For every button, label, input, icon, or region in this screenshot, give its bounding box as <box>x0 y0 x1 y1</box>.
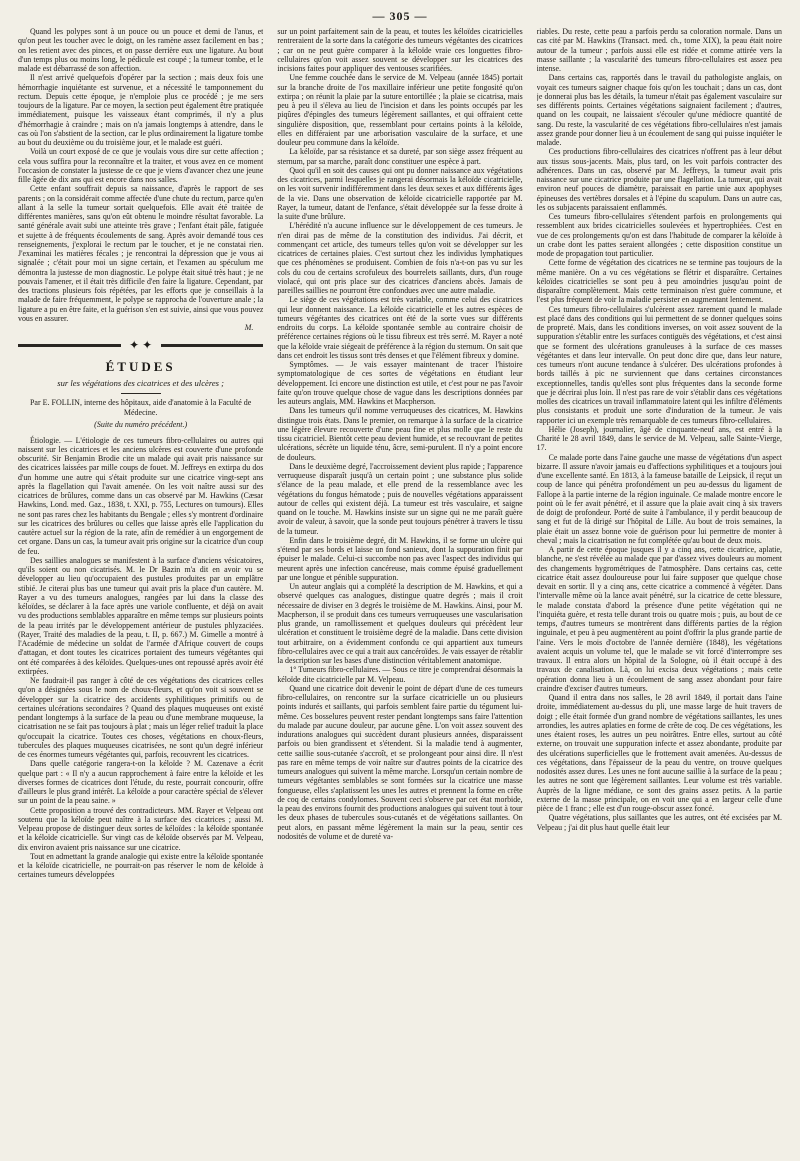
section-title: ÉTUDES <box>105 359 176 375</box>
divider <box>121 393 161 394</box>
paragraph: Dans quelle catégorie rangera-t-on la kéloïde ? M. Cazenave a écrit quelque part : « Il n'y a aucun rapprochement à faire entre la kéloïde et les diverses formes de cicatrices dont l'étude, du reste, pourrait concourir, offre d'ailleurs le plus grand intérêt. La kéloïde a pour caractère spécial de s'élever sur un point de la peau saine. » <box>18 759 264 806</box>
paragraph: Une femme couchée dans le service de M. Velpeau (année 1845) portait sur la branche droite de l'os maxillaire inférieur une petite fongosité qu'on extirpa ; on réunit la plaie par la suture entortillée ; la plaie se cicatrisa, mais peu à peu il s'éleva au lieu de l'incision et dans les points occupés par les piqûres d'épingles des tumeurs légèrement saillantes, et qui offraient cette singulière disposition, que, ressemblant pour certains points à la kéloïde, elles en différaient par une arborisation vasculaire de la surface, et une douleur peu commune dans la kéloïde. <box>277 73 523 147</box>
paragraph: Ce malade porte dans l'aine gauche une masse de végétations d'un aspect bizarre. Il assure n'avoir jamais eu d'affections syphilitiques et a toujours joui d'une excellente santé. En 1813, à la fameuse bataille de Leipsick, il reçut un coup de lance qui pénétra profondément un peu au-dessus du ligament de Fallope à la partie interne de la région inguinale. Ce malade montre encore le point où le fer avait pénétré, et il assure que la plaie avait cinq à six travers de doigt de profondeur. Porté de suite à l'ambulance, il y perdit beaucoup de sang et fut de là dirigé sur l'hôpital de Lille. Au bout de trois semaines, la plaie était un assez bonne voie de guérison pour lui permettre de monter à cheval ; mais la cicatrisation ne fut complétée qu'au bout de deux mois. <box>536 452 782 545</box>
ornamental-separator <box>18 338 263 352</box>
ornament-icon: ✦ ✦ <box>129 338 153 353</box>
paragraph: L'hérédité n'a aucune influence sur le développement de ces tumeurs. Je n'en dirai pas de même de la constitution des individus. J'ai décrit, et commençant cet article, des tumeurs telles qu'on voit se développer sur les cicatrices de certaines plaies. C'est surtout chez les individus lymphatiques que ces phénomènes se produisent. Combien de fois n'a-t-on pas vu sur les cols du cou de certains scrofuleux des bourrelets saillants, durs, d'un rouge violacé, qui ont pris place sur des cicatrices d'anciens abcès. Jamais de pareilles saillies ne pourront être confondues avec une autre maladie. <box>277 221 523 295</box>
paragraph: Quoi qu'il en soit des causes qui ont pu donner naissance aux végétations des cicatrices, parmi lesquelles je rangerai désormais la kéloïde cicatricielle, on les voit survenir indifféremment dans les deux sexes et aux différents âges de la vie. Dans une observation de kéloïde cicatricielle rapportée par M. Rayer, la tumeur, datant de l'enfance, s'était développée sur la fesse droite à la suite d'une brûlure. <box>277 165 523 221</box>
column-middle <box>277 27 522 1145</box>
paragraph: Un auteur anglais qui a complété la description de M. Hawkins, et qui a observé quelques cas analogues, distingue quatre degrés ; mais il croit nécessaire de diviser en 3 degrés le troisième de M. Hawkins. Ainsi, pour M. Macpherson, il se produit dans ces tumeurs verruqueuses une vascularisation plus grande, un ramollissement et quelques douleurs qui précèdent leur ulcération et constituent le troisième degré de la maladie. Dans cette division tout arbitraire, on a évidemment confondu ce qui appartient aux tumeurs fibro-cellulaires avec ce qui a trait aux cancéroïdes. Je vais essayer de rétablir la description sur les bases d'une distinction véritablement anatomique. <box>277 582 523 665</box>
paragraph: Enfin dans le troisième degré, dit M. Hawkins, il se forme un ulcère qui s'étend par ses bords et laisse un fond sanieux, dont la suppuration finit par épuiser le malade. Celui-ci succombe non pas avec l'aspect des individus qui meurent après une infection cancéreuse, mais comme épuisé graduellement par une longue et pénible suppuration. <box>277 535 523 582</box>
paragraph: riables. Du reste, cette peau a parfois perdu sa coloration normale. Dans un cas cité par M. Hawkins (Transact. med. ch., tome XIX), la peau était noire autour de la tumeur ; parfois aussi elle est ridée et comme attirée vers la masse saillante ; la vascularité des tumeurs fibro-cellulaires est assez peu intense. <box>536 27 782 73</box>
rule-left <box>18 344 121 347</box>
paragraph: Cette proposition a trouvé des contradicteurs. MM. Rayer et Velpeau ont soutenu que la kéloïde peut naître à la surface des cicatrices ; aussi M. Velpeau propose de distinguer deux sortes de kéloïdes : la kéloïde spontanée et la kéloïde cicatricielle. Sur vingt cas de kéloïde observés par M. Velpeau, dix environ avaient pris naissance sur une cicatrice. <box>18 805 264 852</box>
article-title: sur les végétations des cicatrices et des ulcères ; <box>57 378 225 389</box>
continuation-note: (Suite du numéro précédent.) <box>94 420 188 430</box>
paragraph: La kéloïde, par sa résistance et sa dureté, par son siège assez fréquent au sternum, par sa marche, paraît donc constituer une espèce à part. <box>277 147 523 166</box>
paragraph: Cette forme de végétation des cicatrices ne se termine pas toujours de la même manière. On a vu ces végétations se flétrir et disparaître. Certaines kéloïdes cicatricielles se sont peu à peu amoindries jusqu'au point de disparaître complètement. Mais cette terminaison n'est guère commune, et l'est plus fréquent de voir la maladie persister en augmentant lentement. <box>536 258 782 305</box>
paragraph: Symptômes. — Je vais essayer maintenant de tracer l'histoire symptomatologique de ces sortes de végétations en étudiant leur développement. Ici encore une distinction est utile, et c'est pour ne pas l'avoir faite qu'on trouve quelque chose de vague dans les descriptions données par les auteurs anglais, MM. Hawkins et Macpherson. <box>277 360 523 406</box>
page-number: — 305 — <box>372 9 428 23</box>
column-left <box>18 27 263 1145</box>
paragraph: Ces tumeurs fibro-cellulaires s'étendent parfois en prolongements qui ressemblent aux brides cicatricielles soulevées et hypertrophiées. C'est en vue de ces prolongements qu'on est dans l'habitude de comparer la kéloïde à un crabe dont les pattes seraient allongées ; cette disposition constitue un mode de propagation tout particulier. <box>536 212 782 258</box>
paragraph: Ces productions fibro-cellulaires des cicatrices n'offrent pas à leur début aux tissus sous-jacents. Mais, plus tard, on les voit parfois contracter des adhérences. Dans un cas, observé par M. Jeffreys, la tumeur avait pris naissance sur une cicatrice produite par une flagellation. La tumeur, qui avait environ neuf pouces de diamètre, paraissait en partie unie aux apophyses épineuses des vertèbres dorsales et à l'épine du scapulum. Dans un autre cas, les os subjacents paraissaient enflammés. <box>536 147 782 212</box>
rule-right <box>161 344 264 347</box>
paragraph: Dans les tumeurs qu'il nomme verruqueuses des cicatrices, M. Hawkins distingue trois états. Dans le premier, on remarque à la surface de la cicatrice une légère élevure recouverte d'une peau fine et plus molle que le reste du tissu cicatriciel. Bientôt cette peau devient humide, et se recouvrant de petites ulcérations, sécrète un liquide ténu, âcre, semi-purulent. Il n'y a point encore de douleurs. <box>277 406 523 462</box>
paragraph: Voilà un court exposé de ce que je voulais vous dire sur cette affection ; cela vous suffira pour la reconnaître et la traiter, et vous avez en ce moment l'occasion de constater la justesse de ce que je viens d'avancer chez une jeune fille âgée de dix ans qui est encore dans nos salles. <box>18 147 264 184</box>
paragraph: Dans le deuxième degré, l'accroissement devient plus rapide ; l'apparence verruqueuse disparaît jusqu'à un certain point ; une substance plus solide s'élance de la peau malade, et elle prend de la ressemblance avec les végétations du fongus hématode ; puis de nouvelles végétations apparaissent autour de celles qui existent déjà. La tumeur est très vasculaire, et saigne quand on le touche. M. Hawkins insiste sur un signe qui ne me paraît guère avoir de valeur, à savoir, que la sonde peut toujours pénétrer à travers le tissu de la tumeur. <box>277 461 523 536</box>
paragraph: Quand il entra dans nos salles, le 28 avril 1849, il portait dans l'aine droite, immédiatement au-dessus du pli, une masse large de huit travers de doigt ; elle était formée d'un grand nombre de végétations saillantes, les unes arrondies, les autres aplaties en forme de crête de coq. De ces végétations, les unes étaient roses, les autres un peu noirâtres. Entre elles, surtout au côté externe, on trouvait une suppuration infecte et assez abondante, produite par des ulcérations superficielles que le frottement avait amenées. Au-dessus de ces végétations, dans l'épaisseur de la peau du ventre, on trouve quelques nodosités assez dures. Les unes ne font aucune saillie à la surface de la peau ; les autres ne sont que légèrement saillantes. Leur volume est très variable. Auprès de la ligne médiane, ce sont des grains assez petits. A la partie externe de la masse principale, on en voit une qui a en largeur celle d'une pièce de 1 franc ; elle est d'un rouge-obscur assez foncé. <box>536 693 782 813</box>
paragraph: Tout en admettant la grande analogie qui existe entre la kéloïde spontanée et la kéloïde cicatricielle, ne pourrait-on pas réserver le nom de kéloïde à certaines tumeurs développées <box>18 851 264 880</box>
byline: Par E. FOLLIN, interne des hôpitaux, aide d'anatomie à la Faculté de Médecine. <box>29 398 252 417</box>
paragraph: A partir de cette époque jusques il y a cinq ans, cette cicatrice, aplatie, blanche, ne s'est révélée au malade que par d'assez vives douleurs au moment des changements hygrométriques de l'atmosphère. Dans certains cas, cette cicatrice était assez douloureuse pour lui faire supposer que quelque chose devait en sortir. Il y a cinq ans, cette cicatrice a commencé à végéter. Dans l'intervalle même où la lance avait pénétré, sur la cicatrice de cette blessure, le malade constata d'abord la présence d'une petite végétation qui ne l'inquiéta guère, et resta telle durant trois ou quatre mois ; puis, au bout de ce temps, d'autres tumeurs se montrèrent dans différents parties de la région inguinale, et peu à peu augmentèrent au point d'offrir la plus grande partie de l'aine. Vers le mois d'octobre de l'année dernière (1848), les végétations avaient acquis un volume tel, que le malade se vit forcé d'interrompre ses travaux. Il entra alors un hôpital de la Sologne, où il était occupé à des travaux de canalisation. Là, on lui excisa deux végétations ; mais cette opération donna lieu à un écoulement de sang assez abondant pour faire craindre d'exciser d'autres tumeurs. <box>536 545 782 693</box>
paragraph: Quatre végétations, plus saillantes que les autres, ont été excisées par M. Velpeau ; j'ai dit plus haut quelle était leur <box>536 813 782 832</box>
paragraph: Des saillies analogues se manifestent à la surface d'anciens vésicatoires, qu'ils soient ou non cicatrisés. M. le Dr Bazin m'a dit en avoir vu se développer au lieu qu'occupaient des pustules produites par un emplâtre stibié. Je citerai plus bas une tumeur qui avait pris la place d'un cautère. M. Rayer a vu des tumeurs analogues, rangées par lui dans la classe des kéloïdes, se déclarer à la face après une variole confluente, et déjà on avait vu des productions semblables apparaître en même temps sur plusieurs points de la peau irrités par le développement antérieur de pustules phlyzaciées. (Rayer, Traité des maladies de la peau, t. II, p. 667.) M. Gimelle a montré à l'Académie de médecine un soldat de l'armée d'Afrique couvert de coups d'attagan, et dont toutes les cicatrices portaient des tumeurs végétantes qui ont été comparées à des kéloïdes. Quelques-unes ont repoussé après avoir été extirpées. <box>18 555 264 676</box>
paragraph: Hélie (Joseph), journalier, âgé de cinquante-neuf ans, est entré à la Charité le 28 avril 1849, dans le service de M. Velpeau, salle Sainte-Vierge, 17. <box>536 424 782 453</box>
paragraph: Ces tumeurs fibro-cellulaires s'ulcèrent assez rarement quand le malade est placé dans des conditions qui lui permettent de se donner quelques soins de propreté. Mais, dans les conditions inverses, on voit assez souvent de la suppuration s'établir entre les surfaces contiguës des végétations, et c'est ainsi que se forment des ulcérations granuleuses à la surface de ces masses végétantes et dans leur intervalle. On peut donc dire que, dans leur nature, ces tumeurs n'ont aucune tendance à s'ulcérer. Des ulcérations profondes à bords taillés à pic ne surviennent que dans certaines circonstances exceptionnelles, tandis qu'elles sont plus fréquentes dans la seconde forme que je décrirai plus loin. Il n'est pas rare de voir s'établir dans ces végétations molles des cicatrices un travail inflammatoire latent qui les infiltre d'éléments plus consistants et produit une sorte d'induration de la tumeur. Je vais rapporter ici un exemple très remarquable de ces tumeurs fibro-cellulaires. <box>536 304 782 425</box>
paragraph: Dans certains cas, rapportés dans le travail du pathologiste anglais, on voyait ces tumeurs saigner chaque fois qu'on les touchait ; dans un cas, dont je donnerai plus bas les détails, la tumeur n'était pas également vasculaire sur ses différents points. Certaines végétations saignaient facilement ; d'autres, quand on les coupait, ne laissaient s'écouler qu'une médiocre quantité de sang. Du reste, la vascularité de ces végétations fibro-cellulaires n'est jamais assez grande pour donner lieu à un écoulement de sang qui puisse inquiéter le malade. <box>536 73 782 147</box>
paragraph: Il n'est arrivé quelquefois d'opérer par la section ; mais deux fois une hémorrhagie inquiétante est survenue, et a nécessité le tamponnement du rectum. Depuis cette époque, je n'emploie plus ce procédé ; je me sers toujours de la ligature. Par ce moyen, la section peut également être pratiquée immédiatement, puisque les vaisseaux étant comprimés, il n'y a plus d'hémorrhagie à craindre ; mais on n'a jamais longtemps à attendre, dans le cas où l'on s'abstient de la section, car le plus ordinairement la ligature tombe au bout du deuxième ou du troisième jour, et le malade est guéri. <box>18 73 264 147</box>
paragraph: sur un point parfaitement sain de la peau, et toutes les kéloïdes cicatricielles rentreraient de la sorte dans la catégorie des tumeurs végétantes des cicatrices ; car on ne peut guère comparer à la kéloïde vraie ces longuettes fibro-cellulaires qu'on voit assez souvent se développer sur les cicatrices des incisions faites pour appliquer des ventouses scarifiées. <box>277 27 523 73</box>
paragraph: Quand une cicatrice doit devenir le point de départ d'une de ces tumeurs fibro-cellulaires, on rencontre sur la surface cicatricielle un ou plusieurs points indurés et saillants, qui parfois semblent faire partie du tégument lui-même. Ces bosselures peuvent rester pendant longtemps sans faire l'attention du malade par aucune douleur, par aucune gêne. L'on voit assez souvent des indurations analogues qui succèdent durant plusieurs années, disparaissent parfois ou bien grandissent et s'étendent. Si la maladie tend à augmenter, cette saillie sous-cutanée s'accroît, et se prolongeant pour ainsi dire. Il n'est pas rare en même temps de voir naître sur d'autres points de la cicatrice des tumeurs analogues qui suivent la même marche. Lorsqu'un certain nombre de tumeurs végétantes semblables se sont formées sur la cicatrice une masse fongueuse, elles s'aplatissent les unes les autres et prennent la forme en crête de coq de certains condylomes. Souvent ceci s'observe par cet état morbide, la peau des environs fournit des productions analogues qui suivent tout à tour les deux phases de tubercules sous-cutanés et de végétations saillantes. On peut alors, en passant même légèrement la main sur la peau, sentir ces nodosités de volume et de dureté va- <box>277 683 523 841</box>
paragraph: 1° Tumeurs fibro-cellulaires. — Sous ce titre je comprendrai désormais la kéloïde dite cicatricielle par M. Velpeau. <box>277 665 523 684</box>
paragraph: Cette enfant souffrait depuis sa naissance, d'après le rapport de ses parents ; on la considérait comme affectée d'une chute du rectum, parce qu'en allant à la selle la tumeur sortait quelquefois. Elle avait été traitée de différentes manières, sans qu'on eût obtenu le moindre résultat favorable. La santé générale avait subi une atteinte très grave ; l'enfant était pâle, fatiguée et sujette à de fréquents écoulements de sang. Après avoir demandé tous ces renseignements, j'explorai le rectum par le toucher, et je ne constatai rien. J'examinai les matières fécales ; je rencontrai la dépression que je vous ai signalée ; c'était pour moi un signe certain, et l'examen au spéculum me démontra la justesse de mon diagnostic. Le polype était situé très haut ; je ne pouvais l'amener, et il était très difficile d'en faire la ligature. Cependant, par des tractions plusieurs fois répétées, par les efforts que je conseillais à la malade de faire fréquemment, le polype se rapprocha de l'ouverture anale ; la ligature a pu en être faite, et la guérison s'en est suivie, ainsi que vous pouvez vous en assurer. <box>18 184 264 323</box>
column-right <box>537 27 782 1145</box>
text-columns <box>18 27 782 1145</box>
paragraph: Ne faudrait-il pas ranger à côté de ces végétations des cicatrices celles qu'on a désignées sous le nom de choux-fleurs, et qu'on voit si souvent se développer sur la cicatrice des accidents syphilitiques primitifs ou de certaines ulcérations secondaires ? Quand des plaques muqueuses ont existé pendant longtemps à la surface de la peau ou d'une membrane muqueuse, la cicatrisation ne se fait pas toujours à plat ; mais un léger relief traduit la place qu'occupait la cicatrice. Toutes ces choses, végétations en choux-fleurs, tubercules des plaques muqueuses cicatrisées, ne sont qu'un degré inférieur de ces énormes tumeurs végétantes qui, parfois, recouvrent les cicatrices. <box>18 676 264 759</box>
paragraph: Quand les polypes sont à un pouce ou un pouce et demi de l'anus, et qu'on peut les toucher avec le doigt, on les ramène assez facilement en bas ; on les retient avec des pinces, et on passe derrière eux une ligature. Au bout d'un temps plus ou moins long, le pédicule est coupé ; la tumeur tombe, et le malade est débarrassé de son affection. <box>18 27 264 73</box>
paragraph: Le siège de ces végétations est très variable, comme celui des cicatrices qui leur donnent naissance. La kéloïde cicatricielle et les autres espèces de tumeurs végétantes des cicatrices ont été de la sorte vues sur différents endroits du corps. La kéloïde spontanée semble au contraire choisir de préférence certaines régions où le tissu fibreux est très serré. M. Rayer a noté que la kéloïde vraie siégeait de préférence à la région du sternum. On sait que dans cet endroit les tissus sont très denses et que l'élément fibreux y domine. <box>277 295 523 360</box>
paragraph: Étiologie. — L'étiologie de ces tumeurs fibro-cellulaires ou autres qui naissent sur les cicatrices et les anciens ulcères est couverte d'une profonde obscurité. Sir Benjamin Brodie cite un malade qui avait pris naissance sur des cicatrices laissées par mille coups de fouet. M. Jeffreys en extirpa du dos d'un homme une autre qui s'était produite sur une cicatrice vingt-sept ans après la flagellation qui l'avait amenée. On les voit naître aussi sur des cicatrices de brûlures, comme dans un cas observé par M. Hawkins (Cæsar Hawkins, Lond. med. Gaz., 1838, t. XXI, p. 755, Lectures on tumours). Elles ne sont pas rares chez les habitants du Bengale ; elles s'y montrent d'ordinaire sur les cicatrices des brûlures ou celles que laisse après elle l'application du cautère actuel sur la région de la rate, afin de remédier à un engorgement de cet organe. Dans un cas, la tumeur avait pris origine sur la cicatrice d'un coup de feu. <box>18 435 264 556</box>
signature: M. <box>244 323 254 332</box>
